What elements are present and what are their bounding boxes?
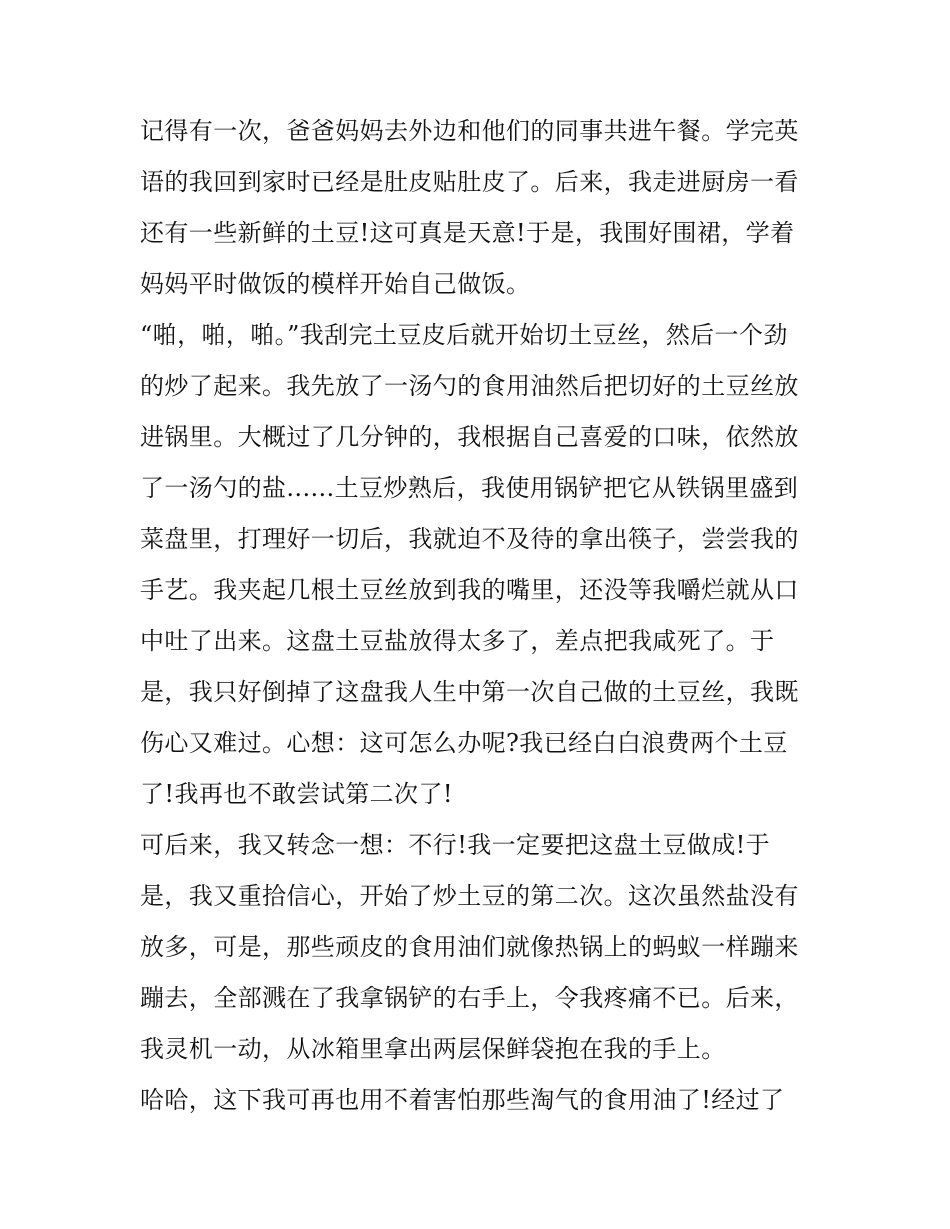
text-line: 进锅里。大概过了几分钟的，我根据自己喜爱的口味，依然放 [140,423,799,451]
text-line: 是，我只好倒掉了这盘我人生中第一次自己做的土豆丝，我既 [140,678,799,706]
text-line: 蹦去，全部溅在了我拿锅铲的右手上，令我疼痛不已。后来， [140,984,799,1012]
text-line: 放多，可是，那些顽皮的食用油们就像热锅上的蚂蚁一样蹦来 [140,933,799,961]
text-line: 语的我回到家时已经是肚皮贴肚皮了。后来，我走进厨房一看 [140,168,799,196]
text-line: 手艺。我夹起几根土豆丝放到我的嘴里，还没等我嚼烂就从口 [140,576,799,604]
paragraph-1 [140,106,820,310]
text-line: 哈哈，这下我可再也用不着害怕那些淘气的食用油了!经过了 [140,1086,785,1114]
text-line: 了一汤勺的盐......土豆炒熟后，我使用锅铲把它从铁锅里盛到 [140,474,799,502]
text-line: 了!我再也不敢尝试第二次了! [140,780,453,808]
paragraph-3 [140,820,820,1075]
paragraph-2 [140,310,820,820]
text-line: 中吐了出来。这盘土豆盐放得太多了，差点把我咸死了。于 [140,627,775,655]
text-line: 菜盘里，打理好一切后，我就迫不及待的拿出筷子，尝尝我的 [140,525,799,553]
text-line: 伤心又难过。心想：这可怎么办呢?我已经白白浪费两个土豆 [140,729,788,757]
text-line: 是，我又重拾信心，开始了炒土豆的第二次。这次虽然盐没有 [140,882,799,910]
text-line: 记得有一次，爸爸妈妈去外边和他们的同事共进午餐。学完英 [140,117,799,145]
text-line: “啪，啪，啪。”我刮完土豆皮后就开始切土豆丝，然后一个劲 [140,321,788,349]
text-line: 我灵机一动，从冰箱里拿出两层保鲜袋抱在我的手上。 [140,1035,726,1063]
paragraph-4 [140,1075,820,1126]
text-line: 的炒了起来。我先放了一汤勺的食用油然后把切好的土豆丝放 [140,372,799,400]
document-body [140,106,820,1126]
text-line: 还有一些新鲜的土豆!这可真是天意!于是，我围好围裙，学着 [140,219,795,247]
text-line: 妈妈平时做饭的模样开始自己做饭。 [140,270,531,298]
text-line: 可后来，我又转念一想：不行!我一定要把这盘土豆做成!于 [140,831,771,859]
